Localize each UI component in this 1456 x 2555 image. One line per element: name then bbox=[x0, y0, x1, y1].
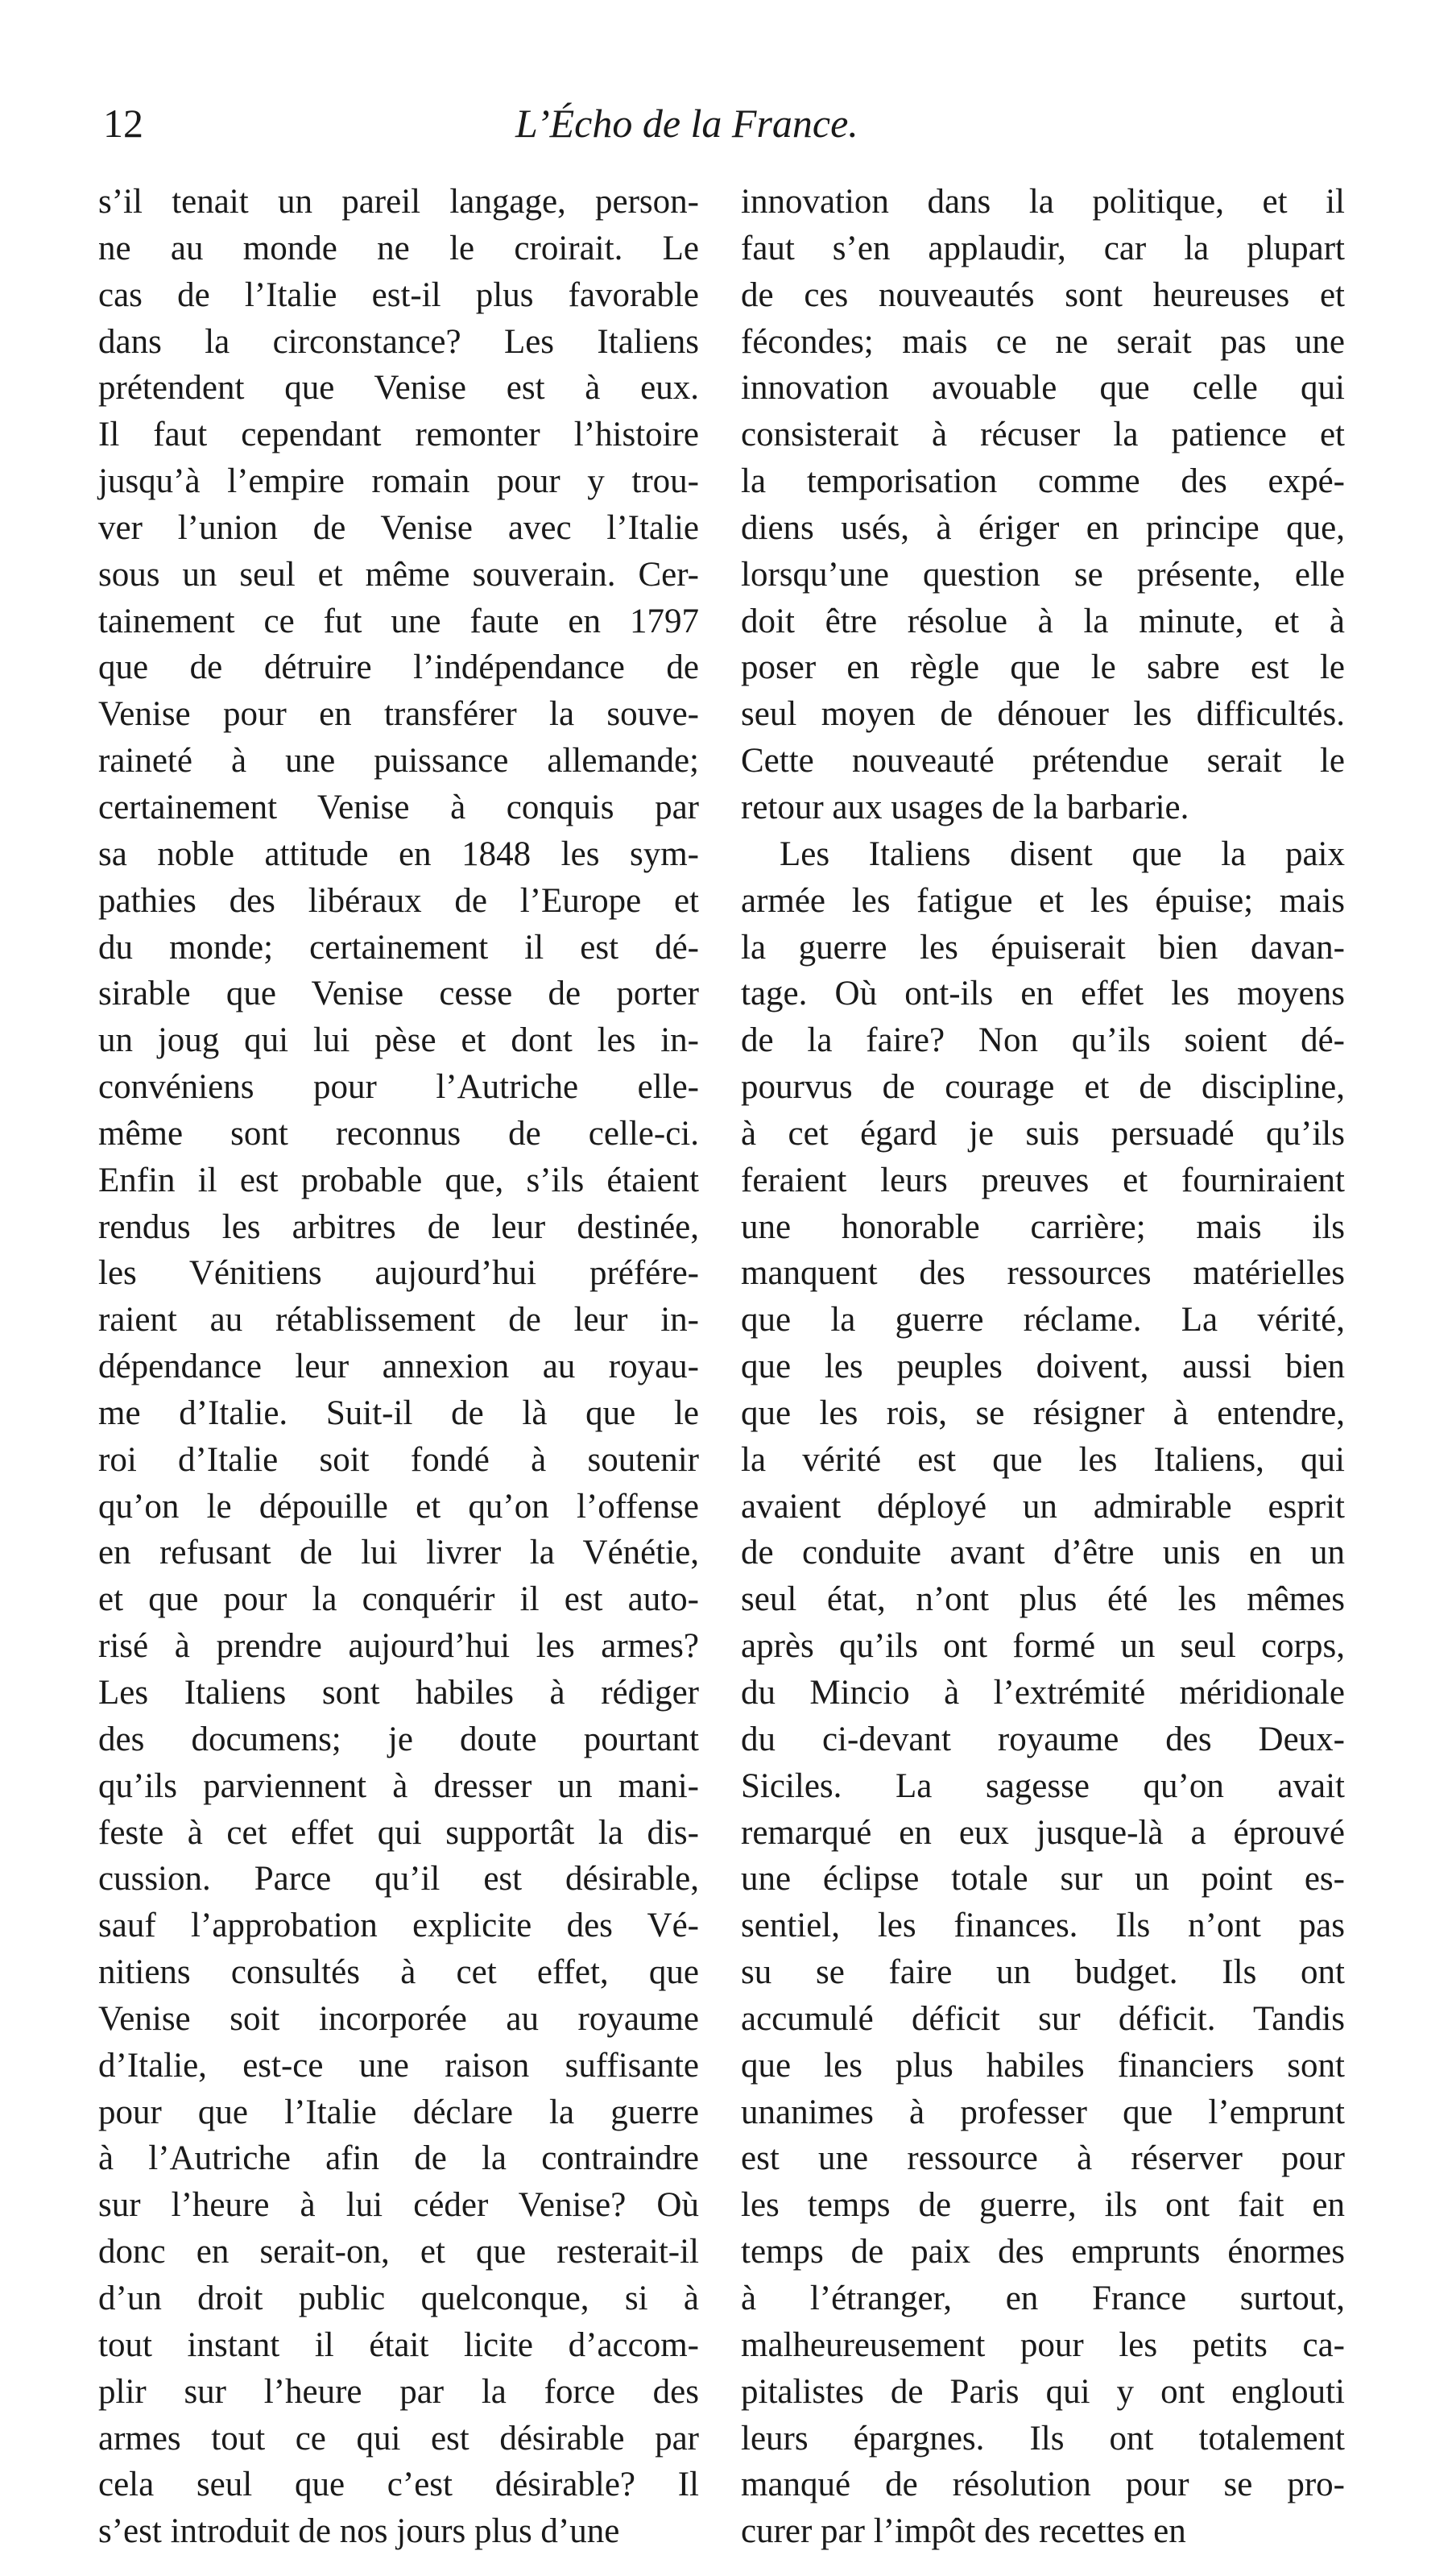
text-line: Enfin il est probable que, s’ils étaient bbox=[98, 1161, 699, 1199]
text-line: un joug qui lui pèse et dont les in- bbox=[98, 1021, 699, 1060]
text-line: tainement ce fut une faute en 1797 bbox=[98, 602, 699, 640]
text-line: sirable que Venise cesse de porter bbox=[98, 975, 699, 1013]
text-line: tout instant il était licite d’accom- bbox=[98, 2325, 699, 2364]
text-line: armée les fatigue et les épuise; mais bbox=[741, 881, 1345, 920]
text-line: qu’ils parviennent à dresser un mani- bbox=[98, 1766, 699, 1805]
text-line: rendus les arbitres de leur destinée, bbox=[98, 1207, 699, 1246]
text-line: que de détruire l’indépendance de bbox=[98, 648, 699, 687]
text-line: leurs épargnes. Ils ont totalement bbox=[741, 2419, 1345, 2458]
text-line: s’il tenait un pareil langage, person- bbox=[98, 183, 699, 221]
text-line: seul état, n’ont plus été les mêmes bbox=[741, 1580, 1345, 1619]
text-line: convéniens pour l’Autriche elle- bbox=[98, 1068, 699, 1107]
page-number: 12 bbox=[103, 101, 143, 146]
text-line: roi d’Italie soit fondé à soutenir bbox=[98, 1440, 699, 1479]
text-line: de la faire? Non qu’ils soient dé- bbox=[741, 1021, 1345, 1060]
text-line: la guerre les épuiserait bien davan- bbox=[741, 928, 1345, 967]
text-line: me d’Italie. Suit-il de là que le bbox=[98, 1393, 699, 1432]
text-line: du ci-devant royaume des Deux- bbox=[741, 1720, 1345, 1758]
text-line: su se faire un budget. Ils ont bbox=[741, 1953, 1345, 1992]
text-line: du Mincio à l’extrémité méridionale bbox=[741, 1674, 1345, 1712]
text-line: une éclipse totale sur un point es- bbox=[741, 1860, 1345, 1899]
text-line: sur l’heure à lui céder Venise? Où bbox=[98, 2186, 699, 2225]
text-line: nitiens consultés à cet effet, que bbox=[98, 1953, 699, 1992]
text-line: à l’Autriche afin de la contraindre bbox=[98, 2139, 699, 2178]
text-line: Les Italiens disent que la paix bbox=[780, 834, 1345, 873]
text-line: en refusant de lui livrer la Vénétie, bbox=[98, 1534, 699, 1572]
text-line: que les peuples doivent, aussi bien bbox=[741, 1348, 1345, 1386]
text-line: innovation avouable que celle qui bbox=[741, 369, 1345, 408]
text-line: s’est introduit de nos jours plus d’une bbox=[98, 2512, 620, 2551]
text-line: Il faut cependant remonter l’histoire bbox=[98, 416, 699, 454]
text-line: est une ressource à réserver pour bbox=[741, 2139, 1345, 2178]
text-line: certainement Venise à conquis par bbox=[98, 788, 699, 826]
text-line: pitalistes de Paris qui y ont englouti bbox=[741, 2372, 1345, 2411]
text-line: une honorable carrière; mais ils bbox=[741, 1207, 1345, 1246]
text-line: d’Italie, est-ce une raison suffisante bbox=[98, 2046, 699, 2085]
text-line: feste à cet effet qui supportât la dis- bbox=[98, 1813, 699, 1852]
text-line: innovation dans la politique, et il bbox=[741, 183, 1345, 221]
text-line: les Vénitiens aujourd’hui préfére- bbox=[98, 1254, 699, 1293]
text-line: ver l’union de Venise avec l’Italie bbox=[98, 508, 699, 547]
text-line: que les rois, se résigner à entendre, bbox=[741, 1393, 1345, 1432]
text-line: seul moyen de dénouer les difficultés. bbox=[741, 695, 1345, 734]
text-line: consisterait à récuser la patience et bbox=[741, 416, 1345, 454]
text-line: sous un seul et même souverain. Cer- bbox=[98, 555, 699, 594]
text-line: avaient déployé un admirable esprit bbox=[741, 1487, 1345, 1526]
text-line: pathies des libéraux de l’Europe et bbox=[98, 881, 699, 920]
text-line: que les plus habiles financiers sont bbox=[741, 2046, 1345, 2085]
text-line: donc en serait-on, et que resterait-il bbox=[98, 2233, 699, 2271]
text-line: les temps de guerre, ils ont fait en bbox=[741, 2186, 1345, 2225]
text-line: dépendance leur annexion au royau- bbox=[98, 1348, 699, 1386]
text-line: après qu’ils ont formé un seul corps, bbox=[741, 1627, 1345, 1666]
text-line: cas de l’Italie est-il plus favorable bbox=[98, 275, 699, 314]
text-line: et que pour la conquérir il est auto- bbox=[98, 1580, 699, 1619]
text-line: la temporisation comme des expé- bbox=[741, 462, 1345, 501]
text-line: sentiel, les finances. Ils n’ont pas bbox=[741, 1907, 1345, 1945]
text-line: cela seul que c’est désirable? Il bbox=[98, 2466, 699, 2504]
text-line: sauf l’approbation explicite des Vé- bbox=[98, 1907, 699, 1945]
text-line: manqué de résolution pour se pro- bbox=[741, 2466, 1345, 2504]
text-line: raient au rétablissement de leur in- bbox=[98, 1301, 699, 1340]
text-line: Siciles. La sagesse qu’on avait bbox=[741, 1766, 1345, 1805]
text-line: Venise soit incorporée au royaume bbox=[98, 1999, 699, 2038]
running-title: L’Écho de la France. bbox=[515, 101, 858, 146]
text-line: de conduite avant d’être unis en un bbox=[741, 1534, 1345, 1572]
text-line: sa noble attitude en 1848 les sym- bbox=[98, 834, 699, 873]
text-line: faut s’en applaudir, car la plupart bbox=[741, 229, 1345, 267]
text-line: diens usés, à ériger en principe que, bbox=[741, 508, 1345, 547]
text-line: unanimes à professer que l’emprunt bbox=[741, 2093, 1345, 2131]
text-line: des documens; je doute pourtant bbox=[98, 1720, 699, 1758]
text-line: Les Italiens sont habiles à rédiger bbox=[98, 1674, 699, 1712]
text-line: la vérité est que les Italiens, qui bbox=[741, 1440, 1345, 1479]
text-line: malheureusement pour les petits ca- bbox=[741, 2325, 1345, 2364]
page-header bbox=[0, 95, 1456, 151]
text-column-right bbox=[741, 179, 1345, 2555]
text-line: armes tout ce qui est désirable par bbox=[98, 2419, 699, 2458]
text-line: tage. Où ont-ils en effet les moyens bbox=[741, 975, 1345, 1013]
text-line: poser en règle que le sabre est le bbox=[741, 648, 1345, 687]
text-line: que la guerre réclame. La vérité, bbox=[741, 1301, 1345, 1340]
text-line: cussion. Parce qu’il est désirable, bbox=[98, 1860, 699, 1899]
text-line: fécondes; mais ce ne serait pas une bbox=[741, 322, 1345, 361]
text-line: prétendent que Venise est à eux. bbox=[98, 369, 699, 408]
text-line: feraient leurs preuves et fourniraient bbox=[741, 1161, 1345, 1199]
text-line: doit être résolue à la minute, et à bbox=[741, 602, 1345, 640]
text-line: de ces nouveautés sont heureuses et bbox=[741, 275, 1345, 314]
text-line: à l’étranger, en France surtout, bbox=[741, 2279, 1345, 2317]
text-line: jusqu’à l’empire romain pour y trou- bbox=[98, 462, 699, 501]
text-line: lorsqu’une question se présente, elle bbox=[741, 555, 1345, 594]
text-line: Cette nouveauté prétendue serait le bbox=[741, 742, 1345, 781]
text-line: temps de paix des emprunts énormes bbox=[741, 2233, 1345, 2271]
text-line: qu’on le dépouille et qu’on l’offense bbox=[98, 1487, 699, 1526]
text-line: accumulé déficit sur déficit. Tandis bbox=[741, 1999, 1345, 2038]
text-line: risé à prendre aujourd’hui les armes? bbox=[98, 1627, 699, 1666]
text-line: à cet égard je suis persuadé qu’ils bbox=[741, 1114, 1345, 1153]
text-line: dans la circonstance? Les Italiens bbox=[98, 322, 699, 361]
text-line: même sont reconnus de celle-ci. bbox=[98, 1114, 699, 1153]
text-line: ne au monde ne le croirait. Le bbox=[98, 229, 699, 267]
text-line: curer par l’impôt des recettes en bbox=[741, 2512, 1186, 2551]
text-line: du monde; certainement il est dé- bbox=[98, 928, 699, 967]
text-line: retour aux usages de la barbarie. bbox=[741, 788, 1189, 826]
text-line: pourvus de courage et de discipline, bbox=[741, 1068, 1345, 1107]
text-line: plir sur l’heure par la force des bbox=[98, 2372, 699, 2411]
text-line: pour que l’Italie déclare la guerre bbox=[98, 2093, 699, 2131]
text-line: d’un droit public quelconque, si à bbox=[98, 2279, 699, 2317]
text-column-left bbox=[98, 179, 699, 2555]
text-line: raineté à une puissance allemande; bbox=[98, 742, 699, 781]
text-line: manquent des ressources matérielles bbox=[741, 1254, 1345, 1293]
text-line: remarqué en eux jusque-là a éprouvé bbox=[741, 1813, 1345, 1852]
text-line: Venise pour en transférer la souve- bbox=[98, 695, 699, 734]
